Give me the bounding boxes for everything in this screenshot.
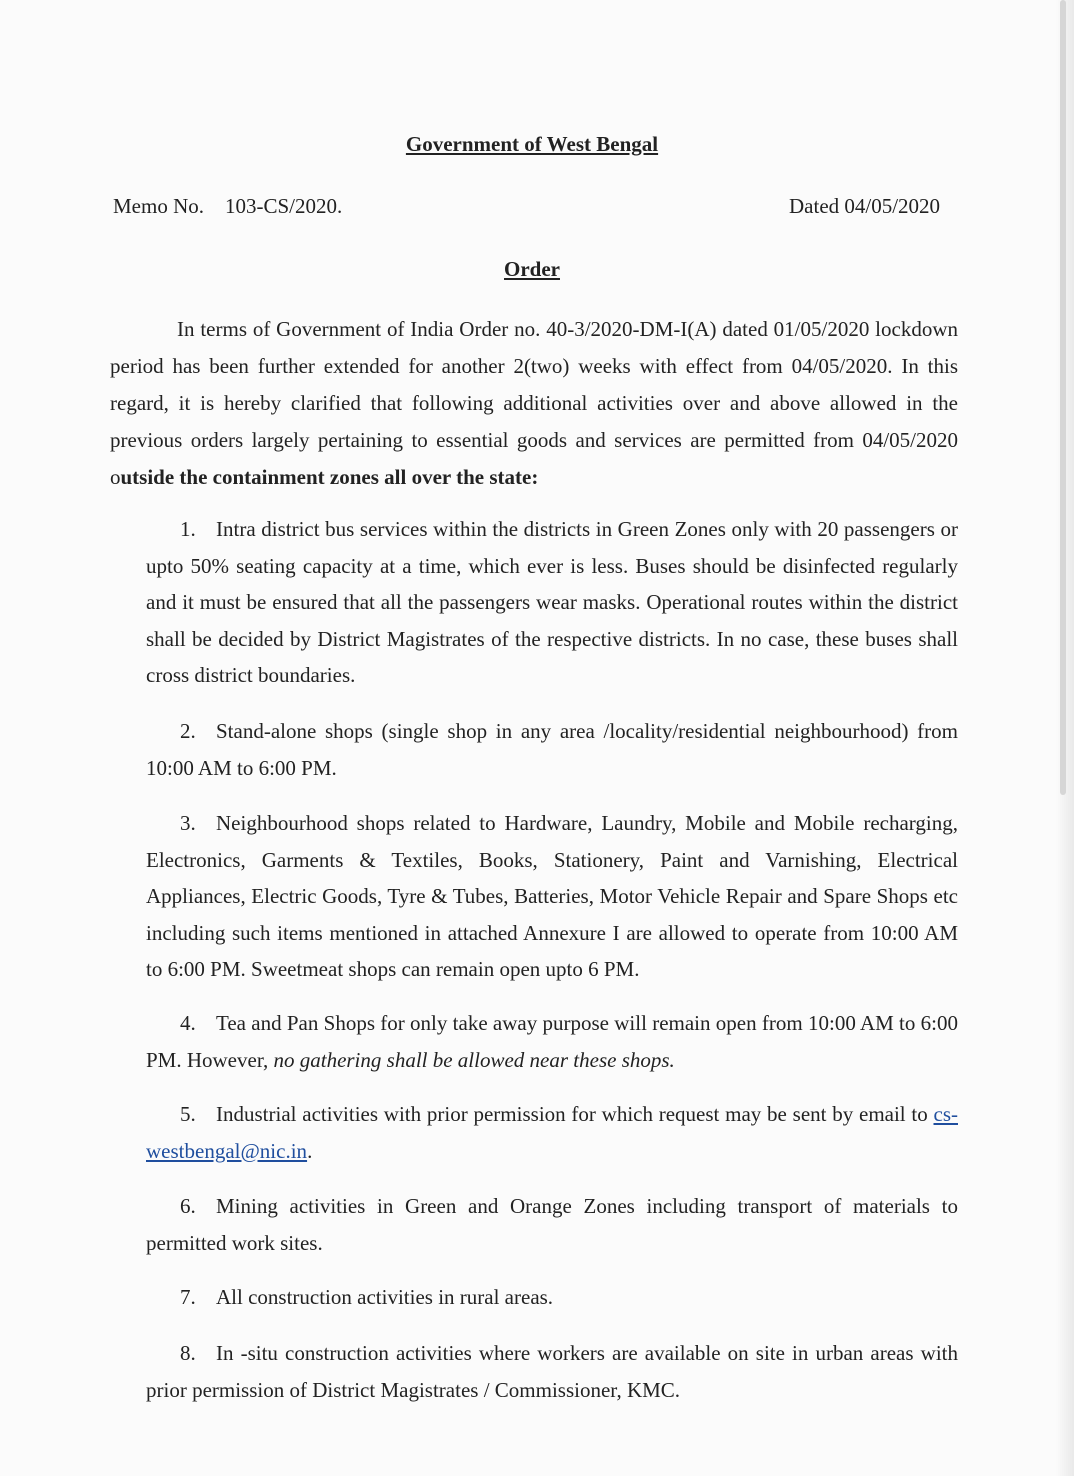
intro-paragraph bbox=[110, 311, 958, 496]
item-number: 8. bbox=[180, 1341, 196, 1365]
item-number: 3. bbox=[180, 811, 196, 835]
item-text: Neighbourhood shops related to Hardware, Laundry, Mobile and Mobile recharging, Electronics, Garments & Textiles, Books, Stationery, Paint and Varnishing, Electrical Appliances, Electric Goods, Tyre & Tubes, Batteries, Motor Vehicle Repair and Spare Shops etc including such items mentioned in attached Annexure I are allowed to operate from 10:00 AM to 6:00 PM. Sweetmeat shops can remain open upto 6 PM. bbox=[146, 811, 958, 981]
item-number: 7. bbox=[180, 1285, 196, 1309]
item-number: 6. bbox=[180, 1194, 196, 1218]
intro-text: In terms of Government of India Order no. 40-3/2020-DM-I(A) dated 01/05/2020 lockdown period has been further extended for another 2(two) weeks with effect from 04/05/2020. In this regard, it is hereby clarified that following additional activities over and above allowed in the previous orders largely pertaining to essential goods and services are permitted from 04/05/2020 o bbox=[110, 317, 958, 489]
item-number: 2. bbox=[180, 719, 196, 743]
item-text: Intra district bus services within the districts in Green Zones only with 20 passengers or upto 50% seating capacity at a time, which ever is less. Buses should be disinfected regularly and it must be ensured that all the passengers wear masks. Operational routes within the district shall be decided by District Magistrates of the respective districts. In no case, these buses shall cross district boundaries. bbox=[146, 517, 958, 687]
item-number: 4. bbox=[180, 1011, 196, 1035]
item-number: 5. bbox=[180, 1102, 196, 1126]
item-text: Tea and Pan Shops for only take away purpose will remain open from 10:00 AM to 6:00 PM. However, bbox=[146, 1011, 958, 1072]
item-text-end: . bbox=[307, 1138, 313, 1163]
document-header: Government of West Bengal bbox=[405, 132, 659, 156]
item-text: Industrial activities with prior permission for which request may be sent by email to bbox=[216, 1102, 934, 1126]
item-text: In -situ construction activities where workers are available on site in urban areas with prior permission of District Magistrates / Commissioner, KMC. bbox=[146, 1341, 958, 1402]
list-item bbox=[146, 511, 958, 694]
memo-date: Dated 04/05/2020 bbox=[789, 194, 941, 218]
memo-number: Memo No. 103-CS/2020. bbox=[113, 194, 343, 218]
item-number: 1. bbox=[180, 517, 196, 541]
order-title: Order bbox=[504, 257, 560, 281]
list-item bbox=[146, 805, 958, 988]
list-item bbox=[146, 1335, 958, 1408]
intro-bold-text: utside the containment zones all over the state: bbox=[120, 465, 539, 489]
email-link[interactable]: cs-westbengal@nic.in bbox=[146, 1102, 958, 1163]
item-text: Mining activities in Green and Orange Zones including transport of materials to permitted work sites. bbox=[146, 1194, 958, 1255]
list-item bbox=[146, 713, 958, 786]
item-text: Stand-alone shops (single shop in any area /locality/residential neighbourhood) from 10:00 AM to 6:00 PM. bbox=[146, 719, 958, 780]
scrollbar[interactable] bbox=[1060, 0, 1066, 795]
list-item bbox=[146, 1005, 958, 1078]
item-text: All construction activities in rural areas. bbox=[216, 1285, 554, 1309]
list-item bbox=[146, 1279, 958, 1316]
list-item bbox=[146, 1188, 958, 1261]
list-item bbox=[146, 1096, 958, 1169]
item-italic-text: no gathering shall be allowed near these shops. bbox=[273, 1047, 675, 1072]
